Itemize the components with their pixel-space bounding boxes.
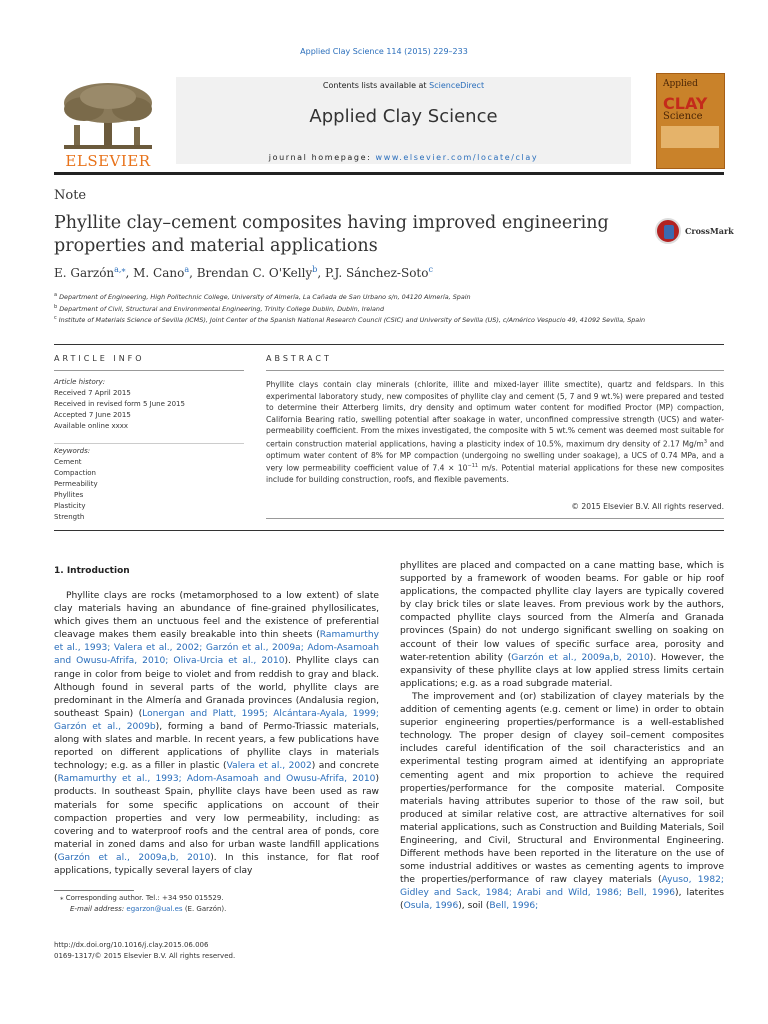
journal-homepage: journal homepage: www.elsevier.com/locate/clay bbox=[268, 153, 539, 162]
email-note: E-mail address: egarzon@ual.es (E. Garzón). bbox=[70, 905, 227, 913]
body-column-right bbox=[400, 560, 724, 914]
author-name: M. Cano bbox=[133, 266, 185, 280]
elsevier-wordmark: ELSEVIER bbox=[65, 152, 151, 170]
body-column-left bbox=[54, 590, 379, 878]
section-divider bbox=[54, 344, 724, 345]
keywords: Keywords: Cement Compaction Permeability Phyllites Plasticity Strength bbox=[54, 446, 244, 523]
homepage-link[interactable]: www.elsevier.com/locate/clay bbox=[375, 153, 539, 162]
section-divider bbox=[54, 530, 724, 531]
citation-link[interactable]: Ayuso, 1982; Gidley and Sack, 1984; Arabi and Wild, 1986; Bell, 1996 bbox=[400, 875, 724, 899]
affiliation: $^a$ Department of Engineering, High Politechnic College, University of Almería, La Cañada de San Urbano s/n, 04120 Almería, Spain bbox=[54, 292, 471, 302]
issn-copyright: 0169-1317/© 2015 Elsevier B.V. All rights reserved. bbox=[54, 952, 236, 960]
affiliation: $^b$ Department of Civil, Structural and Environmental Engineering, Trinity College Dublin, Dublin, Ireland bbox=[54, 304, 385, 314]
paragraph: Phyllite clays are rocks (metamorphosed to a low extent) of slate clay materials having an abundance of fine-grained phyllosilicates, which gives them an unctuous feel and the existence of preferential cleavage makes them easily breakable into thin sheets (Ramamurthy et al., 1993; Valera et al., 2002; Garzón et al., 2009a; Adom-Asamoah and Owusu-Afrifa, 2010; Oliva-Urcia et al., 2010). Phyllite clays can range in color from beige to violet and from reddish to gray and black. Although found in several parts of the world, phyllite clays are predominant in the Almería and Granada provinces (Andalusia region, southeast Spain) (Lonergan and Platt, 1995; Alcántara-Ayala, 1999; Garzón et al., 2009b), forming a band of Permo-Triassic materials, along with slates and marble. In recent years, a few publications have reported on different applications of phyllite clays in materials technology; e.g. as a filler in plastic (Valera et al., 2002) and concrete (Ramamurthy et al., 1993; Adom-Asamoah and Owusu-Afrifa, 2010) products. In southeast Spain, phyllite clays have been used as raw materials for some specific applications on account of their compaction properties and very low permeability, including: as covering and to waterproof roofs and the central area of ponds, core material in zoned dams and also for urban waste landfill applications (Garzón et al., 2009a,b, 2010). In this instance, for flat roof applications, typically several layers of clay bbox=[54, 591, 380, 876]
sciencedirect-link[interactable]: ScienceDirect bbox=[429, 81, 485, 90]
keyword: Cement bbox=[54, 458, 82, 466]
keyword: Compaction bbox=[54, 469, 96, 477]
keyword: Plasticity bbox=[54, 502, 86, 510]
crossmark-button[interactable]: CrossMark bbox=[655, 218, 747, 246]
contents-line: Contents lists available at ScienceDirect bbox=[322, 81, 485, 90]
abstract-copyright: © 2015 Elsevier B.V. All rights reserved. bbox=[571, 502, 724, 511]
citation-link[interactable]: Garzón et al., 2009a,b, 2010 bbox=[57, 852, 211, 863]
history-item: Available online xxxx bbox=[54, 422, 129, 430]
crossmark-icon bbox=[655, 218, 681, 244]
info-divider bbox=[54, 370, 244, 371]
corresponding-author-note: ⁎ Corresponding author. Tel.: +34 950 015529. bbox=[60, 894, 224, 902]
author-name: Brendan C. O'Kelly bbox=[196, 266, 313, 280]
author-name: E. Garzón bbox=[54, 266, 115, 280]
affiliation: $^c$ Institute of Materials Science of Sevilla (ICMS), Joint Center of the Spanish National Research Council (CSIC) and University of Sevilla (US), c/Américo Vespucio 49, 41092 Sevilla, Spain bbox=[54, 315, 646, 325]
keyword: Phyllites bbox=[54, 491, 84, 499]
info-divider bbox=[54, 443, 244, 444]
doi-link[interactable]: http://dx.doi.org/10.1016/j.clay.2015.06.006 bbox=[54, 941, 209, 949]
email-link[interactable]: egarzon@ual.es bbox=[126, 905, 183, 913]
section-heading: 1. Introduction bbox=[54, 566, 130, 576]
journal-citation[interactable]: Applied Clay Science 114 (2015) 229–233 bbox=[300, 47, 468, 56]
citation-link[interactable]: Garzón et al., 2009a,b, 2010 bbox=[511, 652, 650, 663]
journal-title: Applied Clay Science bbox=[309, 106, 498, 127]
footnote-divider bbox=[54, 890, 134, 891]
journal-cover-image: Applied CLAY Science bbox=[656, 73, 725, 169]
citation-link[interactable]: Ramamurthy et al., 1993; Adom-Asamoah and Owusu-Afrifa, 2010 bbox=[57, 774, 376, 785]
article-type: Note bbox=[54, 188, 87, 203]
citation-link[interactable]: Osula, 1996 bbox=[403, 901, 459, 912]
header-divider bbox=[54, 172, 724, 175]
keyword: Strength bbox=[54, 513, 85, 521]
abstract-heading: ABSTRACT bbox=[266, 354, 332, 363]
article-history: Article history: Received 7 April 2015 Received in revised form 5 June 2015 Accepted 7 June 2015 Available online xxxx bbox=[54, 377, 244, 432]
abstract-divider bbox=[266, 370, 724, 371]
author-list: E. Garzón$^{a,⁎}$, M. Cano$^a$, Brendan C. O'Kelly$^b$, P.J. Sánchez-Soto$^c$ bbox=[54, 265, 433, 280]
abstract-end-divider bbox=[266, 518, 724, 519]
abstract-body: Phyllite clays contain clay minerals (chlorite, illite and mixed-layer illite smectite), quartz and feldspars. In this experimental laboratory study, new composites of phyllite clay and cement (5, 7 and 9 wt.%) were prepared and tested to determine their Atterberg limits, dry density and optimum water content for modified Proctor (MP) compaction, California Bearing ratio, swelling potential after soakage in water, unconfined compressive strength (UCS) and water-permeability coefficient. From the mixes investigated, the composite with 5 wt.% cement was deemed most suitable for certain construction material applications, having a plasticity index of 10.5%, maximum dry density of 2.17 $Mg/m^3$ and optimum water content of 8% for MP compaction (undergoing no swelling under soakage), a UCS of 0.74 MPa, and a very low permeability coefficient value of $7.4 \times 10^{-11}$ m/s. Potential material applications for these new composites include for building construction, roofs, and flexible pavements. bbox=[266, 380, 724, 485]
author-name: P.J. Sánchez-Soto bbox=[324, 266, 429, 280]
paragraph: The improvement and (or) stabilization of clayey materials by the addition of cementing agents (e.g. cement or lime) in order to obtain superior engineering properties/performance is a well-established technology. The proper design of clayey soil–cement composites includes careful identification of the soil characteristics and an experimental testing program aimed at identifying an appropriate cementing agent and mix proportion to achieve the required properties/performance for the composite material. Composite materials having attributes superior to those of the raw soil, but produced at similar relative cost, are attractive alternatives for soil material applications, such as Construction and Building Materials, Soil Engineering, and Civil, Structural and Environmental Engineering. Different methods have been reported in the literature on the use of some industrial additives or wastes as cementing agents to improve the properties/performance of raw clayey materials (Ayuso, 1982; Gidley and Sack, 1984; Arabi and Wild, 1986; Bell, 1996), laterites (Osula, 1996), soil (Bell, 1996; bbox=[400, 691, 724, 912]
citation-link[interactable]: Valera et al., 2002 bbox=[226, 761, 312, 772]
citation-link[interactable]: Ramamurthy et al., 1993; Valera et al., 2002; Garzón et al., 2009a; Adom-Asamoah and Owusu-Afrifa, 2010; Oliva-Urcia et al., 2010 bbox=[54, 630, 379, 667]
history-item: Received in revised form 5 June 2015 bbox=[54, 400, 185, 408]
paragraph: phyllites are placed and compacted on a cane matting base, which is supported by a framework of wooden beams. For gable or hip roof applications, the compacted phyllite clay layers are typically covered by clay brick tiles or slate leaves. From previous work by the authors, compacted phyllite clays sourced from the Almería and Granada provinces (Spain) do not undergo significant swelling on soaking on account of their low values of specific surface area, porosity and water-retention ability (Garzón et al., 2009a,b, 2010). However, the expansivity of these phyllite clays at low applied stress limits certain applications; e.g. as a road subgrade material. bbox=[400, 561, 724, 689]
elsevier-tree-logo-icon bbox=[54, 79, 162, 155]
citation-link[interactable]: Lonergan and Platt, 1995; Alcántara-Ayala, 1999; Garzón et al., 2009b bbox=[54, 708, 379, 732]
history-item: Received 7 April 2015 bbox=[54, 389, 131, 397]
keyword: Permeability bbox=[54, 480, 98, 488]
paper-title: Phyllite clay–cement composites having improved engineering properties and material applications bbox=[54, 213, 609, 256]
citation-link[interactable]: Bell, 1996; bbox=[489, 901, 539, 912]
history-item: Accepted 7 June 2015 bbox=[54, 411, 131, 419]
article-info-heading: ARTICLE INFO bbox=[54, 354, 145, 363]
